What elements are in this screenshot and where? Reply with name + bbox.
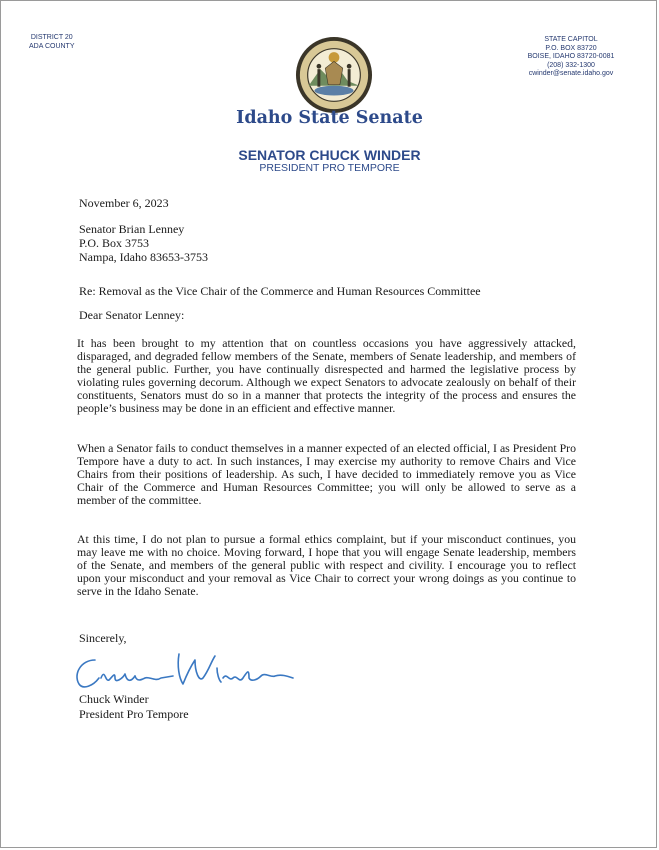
recipient-pobox: P.O. Box 3753 — [79, 236, 150, 250]
address-block — [516, 36, 626, 79]
signature-icon — [71, 648, 301, 696]
district-number: DISTRICT 20 — [30, 34, 73, 41]
address-line-pobox: P.O. BOX 83720 — [545, 44, 597, 52]
district-county: ADA COUNTY — [29, 43, 75, 50]
organization-title: Idaho State Senate — [236, 108, 423, 128]
signer-name: Chuck Winder — [79, 692, 149, 706]
signer-title: President Pro Tempore — [79, 707, 189, 721]
recipient-name: Senator Brian Lenney — [79, 222, 185, 236]
senator-title-heading: PRESIDENT PRO TEMPORE — [259, 162, 400, 174]
state-seal-icon — [295, 36, 373, 114]
address-line-city: BOISE, IDAHO 83720-0081 — [527, 53, 615, 60]
body-paragraph-1: It has been brought to my attention that on countless occasions you have aggressively attacked, disparaged, and degraded fellow members of the Senate, members of Senate leadership, and members of the general public. Further, you have continually disrespected and harmed the legislative process by violating rules governing decorum. Although we expect Senators to advocate zealously on behalf of their constituents, Senators must do so in a manner that protects the integrity of the process and ensures the people’s business may be done in an efficient and effective manner. — [77, 336, 576, 415]
address-line-building: STATE CAPITOL — [544, 36, 598, 43]
salutation: Dear Senator Lenney: — [79, 308, 185, 322]
letter-date: November 6, 2023 — [79, 196, 169, 210]
senator-name-heading: SENATOR CHUCK WINDER — [238, 147, 421, 163]
subject-line: Re: Removal as the Vice Chair of the Commerce and Human Resources Committee — [79, 284, 481, 298]
address-line-email: cwinder@senate.idaho.gov — [528, 70, 614, 77]
district-block — [29, 33, 75, 51]
address-line-phone: (208) 332-1300 — [547, 61, 595, 69]
body-paragraph-2: When a Senator fails to conduct themselves in a manner expected of an elected official, I as President Pro Tempore have a duty to act. In such instances, I may exercise my authority to remove Chairs and Vice Chairs from their positions of leadership. As such, I have decided to immediately remove you as Vice Chair of the Commerce and Human Resources Committee; you will only be allowed to serve as a member of the committee. — [77, 441, 576, 507]
recipient-city: Nampa, Idaho 83653-3753 — [79, 250, 208, 264]
body-paragraph-3: At this time, I do not plan to pursue a formal ethics complaint, but if your misconduct continues, you may leave me with no choice. Moving forward, I hope that you will engage Senate leadership, members of the Senate, and members of the general public with respect and civility. I encourage you to reflect upon your misconduct and your removal as Vice Chair to correct your wrong doings as you continue to serve in the Idaho Senate. — [77, 532, 576, 598]
closing: Sincerely, — [79, 631, 127, 645]
